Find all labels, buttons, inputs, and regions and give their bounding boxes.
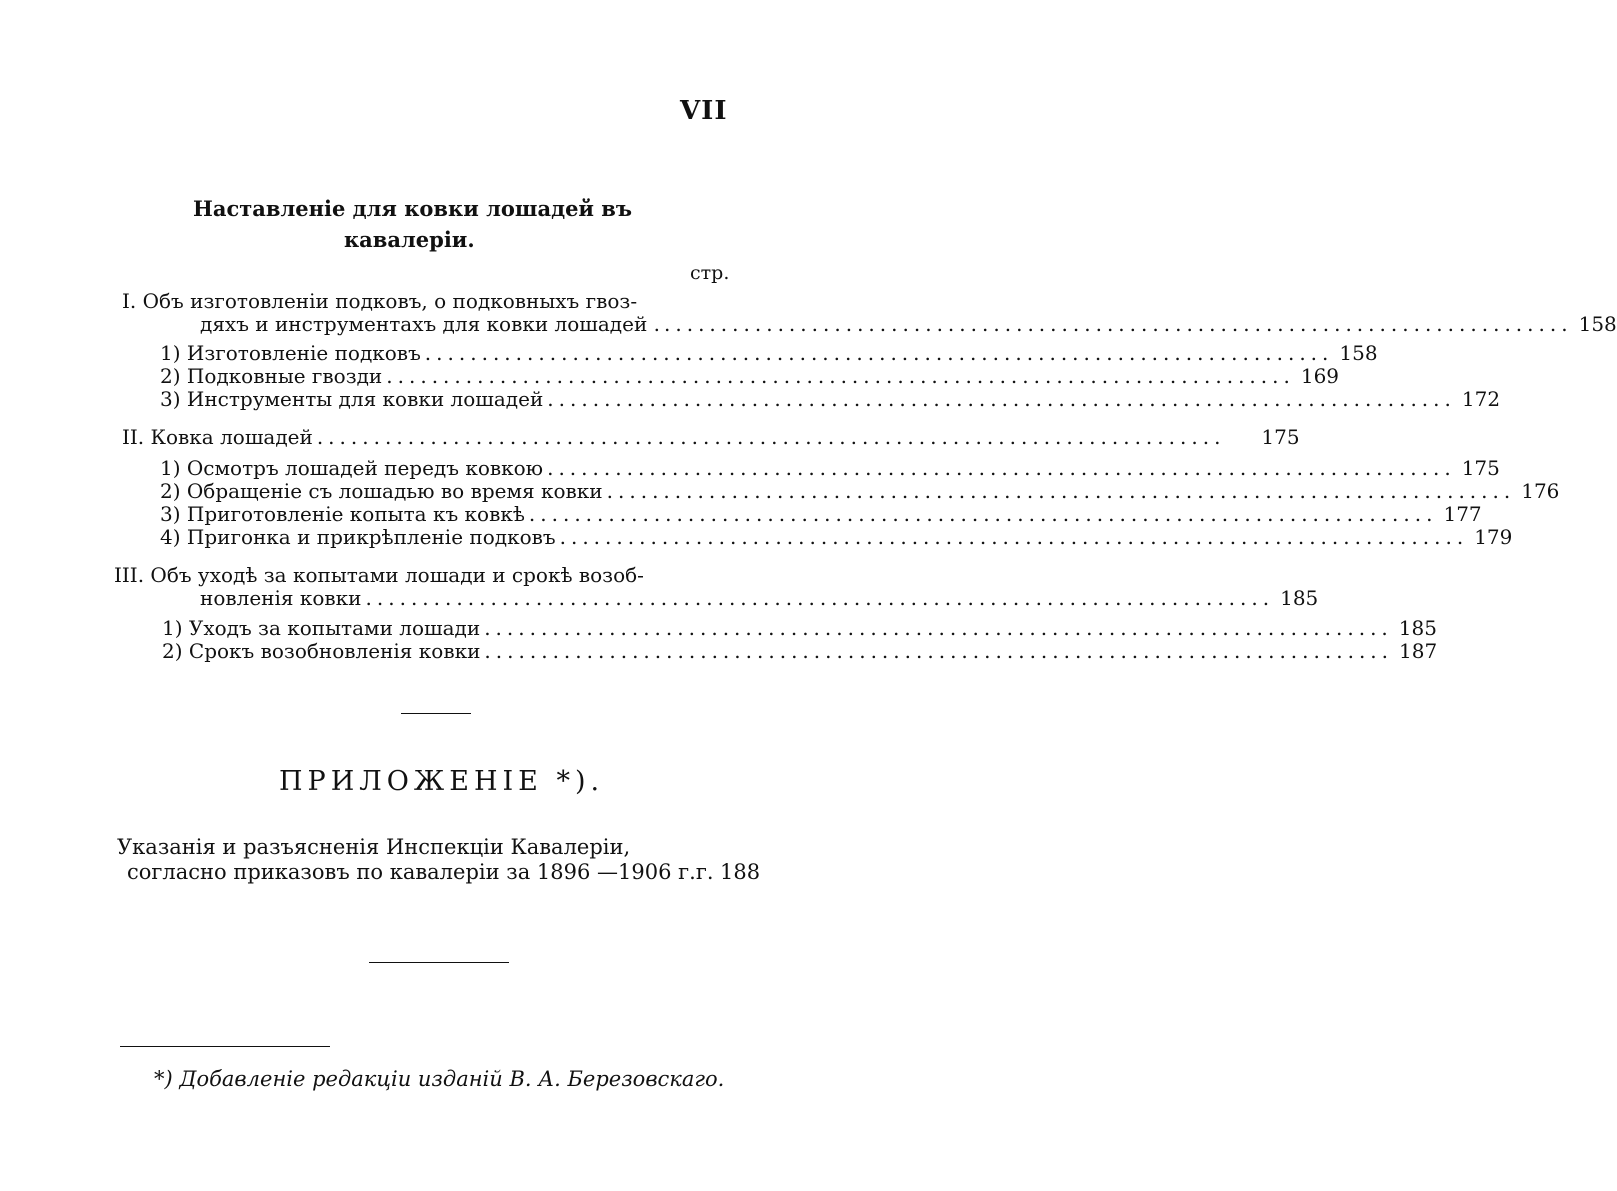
toc-entry-label: 2) Срокъ возобновленія ковки	[162, 639, 481, 663]
toc-entry-label: 1) Изготовленіе подковъ	[160, 341, 421, 365]
toc-part3-page: 185	[1280, 586, 1319, 610]
toc-entry-page: 176	[1521, 479, 1560, 503]
dot-leader: ................................................................................	[664, 312, 1573, 336]
toc-part1-page: 158	[1578, 312, 1617, 336]
dot-leader: ................................................................................	[547, 387, 1456, 411]
dot-leader: ................................................................................	[484, 639, 1394, 663]
page-column-header: стр.	[690, 262, 730, 284]
dot-leader: ................................................................................	[316, 425, 1226, 449]
toc-part2-page: 175	[1261, 425, 1300, 449]
page-number: VII	[680, 96, 728, 126]
toc-entry	[162, 639, 1438, 663]
dot-leader: ................................................................................	[424, 341, 1334, 365]
footnote: *) Добавленіе редакціи изданій В. А. Березовскаго.	[154, 1067, 725, 1091]
toc-entry	[160, 456, 1500, 480]
section-title-line1: Наставленіе для ковки лошадей въ	[193, 196, 633, 221]
dot-leader: ................................................................................	[559, 525, 1469, 549]
separator-rule	[369, 962, 509, 963]
toc-entry-label: 2) Подковные гвозди	[160, 364, 383, 388]
footnote-rule	[120, 1046, 330, 1047]
toc-part3-heading	[200, 586, 1319, 610]
toc-entry-page: 185	[1398, 616, 1437, 640]
appendix-line2: согласно приказовъ по кавалеріи за 1896 —1906 г.г.	[127, 860, 714, 884]
toc-entry-label: 1) Осмотръ лошадей передъ ковкою	[160, 456, 544, 480]
toc-entry-page: 177	[1443, 502, 1482, 526]
toc-entry-page: 175	[1461, 456, 1500, 480]
toc-entry-page: 172	[1461, 387, 1501, 411]
toc-entry-page: 169	[1300, 364, 1340, 388]
toc-part2-heading-label: II. Ковка лошадей	[122, 425, 313, 449]
toc-entry	[160, 364, 1340, 388]
dot-leader: ................................................................................	[365, 586, 1275, 610]
toc-entry-label: 3) Приготовленіе копыта къ ковкѣ	[160, 502, 525, 526]
toc-part1-heading-line2: дяхъ и инструментахъ для ковки лошадей .	[200, 312, 660, 336]
toc-part1-heading	[200, 312, 1617, 336]
toc-entry	[160, 387, 1501, 411]
toc-entry-page: 158	[1339, 341, 1378, 365]
toc-entry	[162, 616, 1437, 640]
dot-leader: ................................................................................	[606, 479, 1516, 503]
toc-entry	[160, 341, 1378, 365]
toc-part1-heading-line1: I. Объ изготовленіи подковъ, о подковныхъ гвоз-	[122, 289, 638, 313]
toc-entry	[160, 525, 1513, 549]
section-title-line2: кавалеріи.	[344, 227, 475, 252]
dot-leader: ................................................................................	[386, 364, 1295, 388]
appendix-title: ПРИЛОЖЕНІЕ *).	[279, 766, 605, 797]
toc-entry-label: 2) Обращеніе съ лошадью во время ковки	[160, 479, 603, 503]
dot-leader: ................................................................................	[484, 616, 1393, 640]
appendix-page: 188	[720, 860, 761, 884]
toc-entry-page: 179	[1474, 525, 1513, 549]
toc-part3-heading-line1: III. Объ уходѣ за копытами лошади и срокѣ возоб-	[114, 563, 644, 587]
separator-rule	[401, 713, 471, 714]
toc-entry	[160, 502, 1482, 526]
toc-entry	[160, 479, 1560, 503]
toc-entry-label: 1) Уходъ за копытами лошади	[162, 616, 481, 640]
toc-part3-heading-line2: новленія ковки	[200, 586, 362, 610]
toc-entry-page: 187	[1399, 639, 1438, 663]
dot-leader: ................................................................................	[547, 456, 1456, 480]
toc-entry-label: 3) Инструменты для ковки лошадей	[160, 387, 544, 411]
toc-entry-label: 4) Пригонка и прикрѣпленіе подковъ	[160, 525, 556, 549]
dot-leader: ................................................................................	[528, 502, 1438, 526]
appendix-line1: Указанія и разъясненія Инспекціи Кавалеріи,	[117, 835, 631, 859]
toc-part2-heading	[122, 425, 1300, 449]
